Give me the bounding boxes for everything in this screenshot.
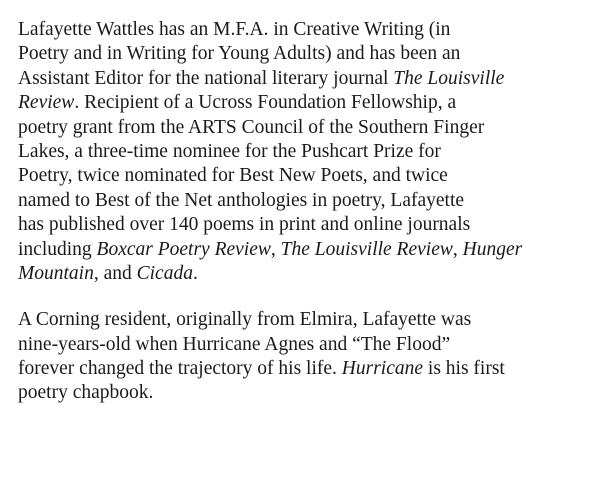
text-line — [18, 91, 612, 115]
text-run: , and — [93, 262, 137, 284]
text-run: , — [270, 238, 281, 260]
text-run: named to Best of the Net anthologies in poetry, Lafayette — [18, 189, 465, 211]
text-run: poetry grant from the ARTS Council of the Southern Finger — [18, 116, 485, 138]
text-line — [18, 67, 612, 91]
text-line — [18, 333, 612, 357]
text-run: has published over 140 poems in print and online journals — [18, 214, 471, 236]
journal-title-italic: Review — [18, 92, 75, 114]
text-line — [18, 140, 612, 164]
text-line — [18, 262, 612, 286]
text-run: . Recipient of a Ucross Foundation Fellowship, a — [74, 92, 457, 114]
paragraph-spacer — [18, 286, 612, 308]
text-run: Poetry and in Writing for Young Adults) and has been an — [18, 43, 461, 65]
text-run: . — [192, 262, 198, 284]
text-run: including — [18, 238, 97, 260]
text-run: Lafayette Wattles has an M.F.A. in Creative Writing (in — [18, 19, 451, 40]
text-line — [18, 381, 612, 405]
text-run: is his first — [423, 358, 505, 380]
text-line — [18, 238, 612, 262]
journal-title-italic: Boxcar Poetry Review — [96, 238, 271, 260]
journal-title-italic: Cicada — [136, 262, 193, 284]
text-line — [18, 42, 612, 66]
text-run: nine-years-old when Hurricane Agnes and “The Flood” — [18, 333, 451, 355]
text-line — [18, 18, 612, 42]
text-run: poetry chapbook. — [18, 382, 154, 404]
text-run: forever changed the trajectory of his life. — [18, 358, 342, 380]
journal-title-italic: The Louisville — [393, 67, 505, 89]
text-line — [18, 189, 612, 213]
text-run: A Corning resident, originally from Elmira, Lafayette was — [18, 309, 472, 331]
journal-title-italic: Mountain — [18, 262, 94, 284]
text-run: Poetry, twice nominated for Best New Poets, and twice — [18, 165, 448, 187]
text-run: , — [452, 238, 463, 260]
text-line — [18, 357, 612, 381]
text-run: Assistant Editor for the national literary journal — [18, 67, 394, 89]
text-line — [18, 308, 612, 332]
text-line — [18, 213, 612, 237]
book-title-italic: Hurricane — [341, 358, 424, 380]
journal-title-italic: Hunger — [462, 238, 523, 260]
bio-paragraph-2 — [18, 308, 612, 406]
bio-paragraph-1 — [18, 18, 612, 286]
journal-title-italic: The Louisville Review — [280, 238, 453, 260]
text-line — [18, 116, 612, 140]
text-line — [18, 164, 612, 188]
text-run: Lakes, a three-time nominee for the Pushcart Prize for — [18, 140, 441, 162]
